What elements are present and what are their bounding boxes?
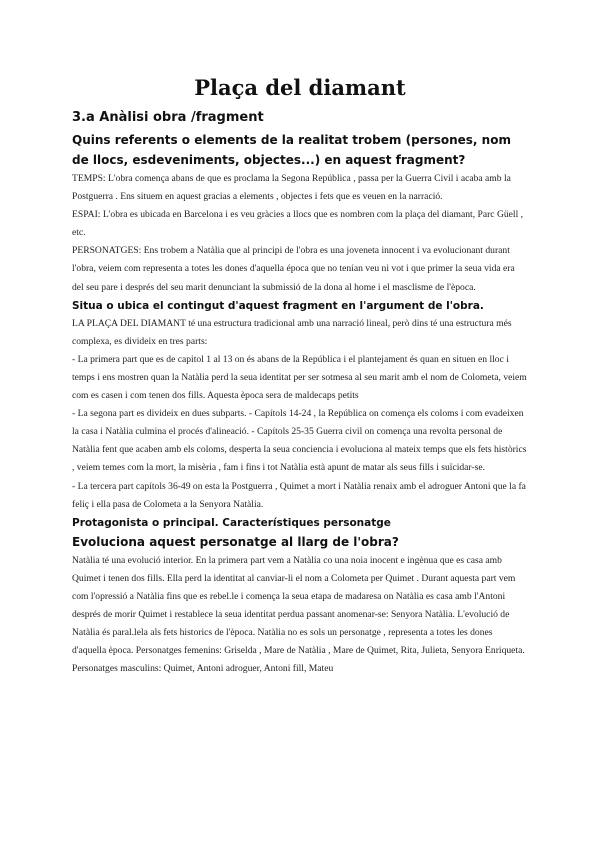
paragraph-part-two: - La segona part es divideix en dues subparts. - Capítols 14-24 , la República on comença els coloms i com evadeixen la casa i Natàlia culmina el procés d'alineació. - Capítols 25-35 Guerra civil on comença una revolta personal de Natàlia fent que acaben amb els coloms, desperta la seua conciencia i evoluciona al mateix temps que els fets històrics , veiem temes com la mort, la misèria , fam i fins i tot Natàlia està apunt de matar als seus fills i suïcidar-se. — [72, 408, 527, 474]
page-title: Plaça del diamant — [194, 75, 406, 100]
question-protagonist-heading: Protagonista o principal. Característiques personatge — [72, 516, 391, 529]
paragraph-part-one: - La primera part que es de capitol 1 al 13 on és abans de la República i el plantejament és quan en situen en lloc i temps i ens mostren quan la Natàlia perd la seua identitat per ser sotmesa al seu marit amb el nom de Colometa, veiem com es casen i com tenen dos fills. Aquesta època sera de maldecaps petits — [72, 353, 527, 402]
question-references-heading: Quins referents o elements de la realitat trobem (persones, nom de llocs, esdeveniments, objectes...) en aquest fragment? — [72, 133, 511, 167]
paragraph-espai: ESPAI: L'obra es ubicada en Barcelona i es veu gràcies a llocs que es nombren com la plaça del diamant, Parc Güell , etc. — [72, 209, 524, 239]
paragraph-temps: TEMPS: L'obra comença abans de que es proclama la Segona República , passa per la Guerra Civil i acaba amb la Postguerra . Ens situem en aquest gracias a elements , objectes i fets que es veuen en la narració. — [72, 173, 511, 203]
paragraph-part-three: - La tercera part capítols 36-49 on esta la Postguerra , Quimet a mort i Natàlia renaix amb el adroguer Antoni que la fa feliç i ella pasa de Colometa a la Senyora Natàlia. — [72, 480, 526, 510]
question-situate-heading: Situa o ubica el contingut d'aquest fragment en l'argument de l'obra. — [72, 299, 484, 312]
paragraph-personatges: PERSONATGES: Ens trobem a Natàlia que al principi de l'obra es una joveneta innocent i va evolucionant durant l'obra, veiem com representa a totes les dones d'aquella época que no tenían veu ni vot i que primer la seua vida era del seu pare i després del seu marit denunciant la submissió de la dona al home i el masclisme de l'època. — [72, 245, 515, 293]
question-evolution-heading: Evoluciona aquest personatge al llarg de l'obra? — [72, 534, 399, 549]
paragraph-structure-intro: LA PLAÇA DEL DIAMANT té una estructura tradicional amb una narració lineal, però dins té una estructura més complexa, es divideix en tres parts: — [72, 317, 512, 347]
paragraph-evolution: Natàlia té una evolució interior. En la primera part vem a Natàlia co una noia inocent e ingènua que es casa amb Quimet i tenen dos fills. Ella perd la identitat al canviar-li el nom a Colometa per Quimet . Durant aquesta part vem com l'opressió a Natàlia fins que es rebel.le i comença la seua etapa de madaresa on Natàlia es casa amb l'Antoni després de morir Quimet i restablece la seua identitat perdua passant anomenar-se: Senyora Natàlia. L'evolució de Natàlia és paral.lela als fets historics de l'època. Natàlia no es sols un personatge , representa a totes les dones d'aquella època. Personatges femenins: Griselda , Mare de Natàlia , Mare de Quimet, Rita, Julieta, Senyora Enriqueta. Personatges masculins: Quimet, Antoni adroguer, Antoni fill, Mateu — [72, 554, 525, 675]
section-heading: 3.a Anàlisi obra /fragment — [72, 110, 264, 125]
